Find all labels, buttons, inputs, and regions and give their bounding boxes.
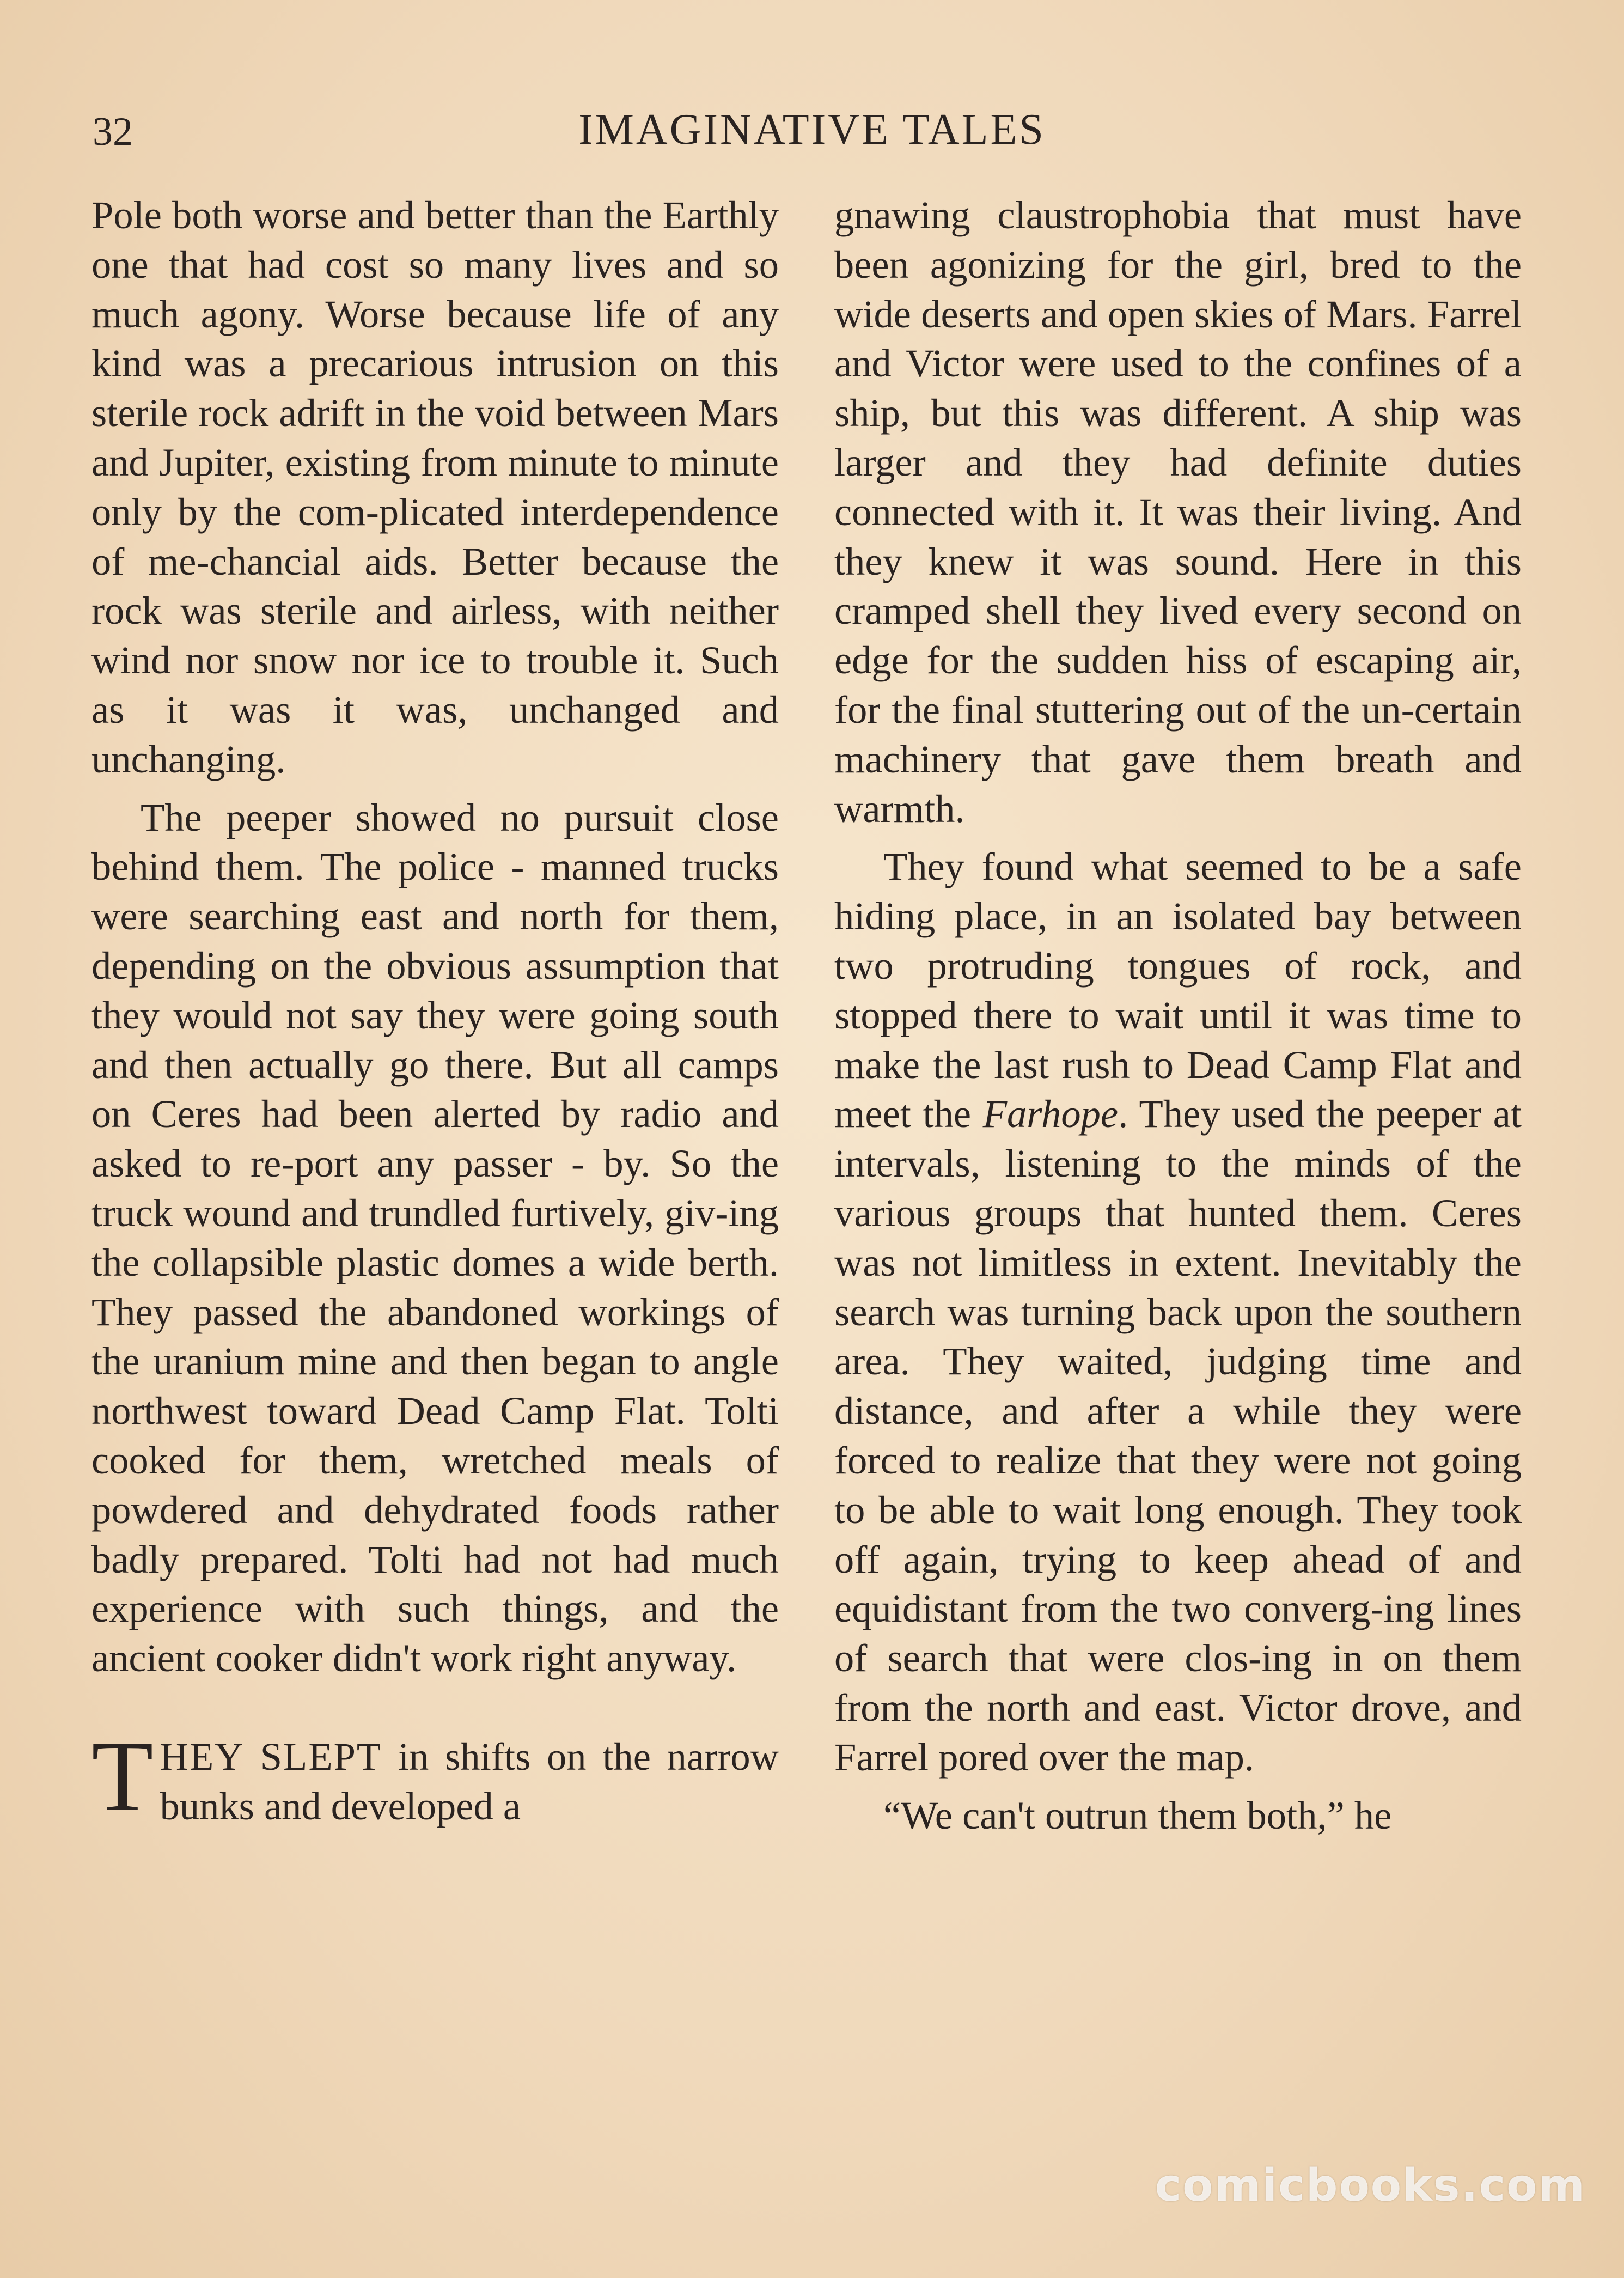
drop-cap: T (91, 1720, 154, 1832)
left-paragraph-2: The peeper showed no pursuit close behind them. The police - manned trucks were searching east and north for them, depending on the obvious assumption that they would not say they were going south and then actually go there. But all camps on Ceres had been alerted by radio and asked to re-port any passer - by. So the truck wound and trundled furtively, giv-ing the collapsible plastic domes a wide berth. They passed the abandoned workings of the uranium mine and then began to angle northwest toward Dead Camp Flat. Tolti cooked for them, wretched meals of powdered and dehydrated foods rather badly prepared. Tolti had not had much experience with such things, and the ancient cooker didn't work right anyway. (91, 795, 779, 1680)
ship-name: Farhope (982, 1092, 1119, 1136)
paragraph-text: . They used the peeper at intervals, listening to the minds of the various groups that hunted them. Ceres was not limitless in extent. Inevitably the search was turning back upon the southern area. They waited, judging time and distance, and after a while they were forced to realize that they were not going to be able to wait long enough. They took off again, trying to keep ahead of and equidistant from the two converg-ing lines of search that were clos-ing in on them from the north and east. Victor drove, and Farrel pored over the map. (834, 1092, 1522, 1779)
right-paragraph-1: gnawing claustrophobia that must have been agonizing for the girl, bred to the wide deserts and open skies of Mars. Farrel and Victor were used to the confines of a ship, but this was different. A ship was larger and they had definite duties connected with it. It was their living. And they knew it was sound. Here in this cramped shell they lived every second on edge for the sudden hiss of escaping air, for the final stuttering out of the un-certain machinery that gave them breath and warmth. (834, 193, 1522, 831)
paragraph-text: They found what seemed to be a safe hiding place, in an isolated bay between two protruding tongues of rock, and stopped there to wait until it was time to make the last rush to Dead Camp Flat and meet the (834, 844, 1522, 1136)
page-number: 32 (93, 109, 133, 154)
watermark: comicbooks.com (1155, 2160, 1586, 2212)
left-paragraph-3 (91, 1720, 779, 1832)
running-head: IMAGINATIVE TALES (578, 106, 1046, 154)
paragraph-text: in shifts on the narrow bunks and developed a (160, 1734, 779, 1828)
left-column (91, 191, 779, 1831)
right-paragraph-3: “We can't outrun them both,” he (883, 1793, 1392, 1837)
right-paragraph-2 (834, 842, 1522, 1782)
small-caps-lead: HEY SLEPT (160, 1734, 382, 1778)
left-paragraph-1: Pole both worse and better than the Earthly one that had cost so many lives and so much agony. Worse because life of any kind was a precarious intrusion on this sterile rock adrift in the void between Mars and Jupiter, existing from minute to minute only by the com-plicated interdependence of me-chancial aids. Better because the rock was sterile and airless, with neither wind nor snow nor ice to trouble it. Such as it was it was, unchanged and unchanging. (91, 193, 779, 781)
right-column (834, 191, 1522, 1840)
